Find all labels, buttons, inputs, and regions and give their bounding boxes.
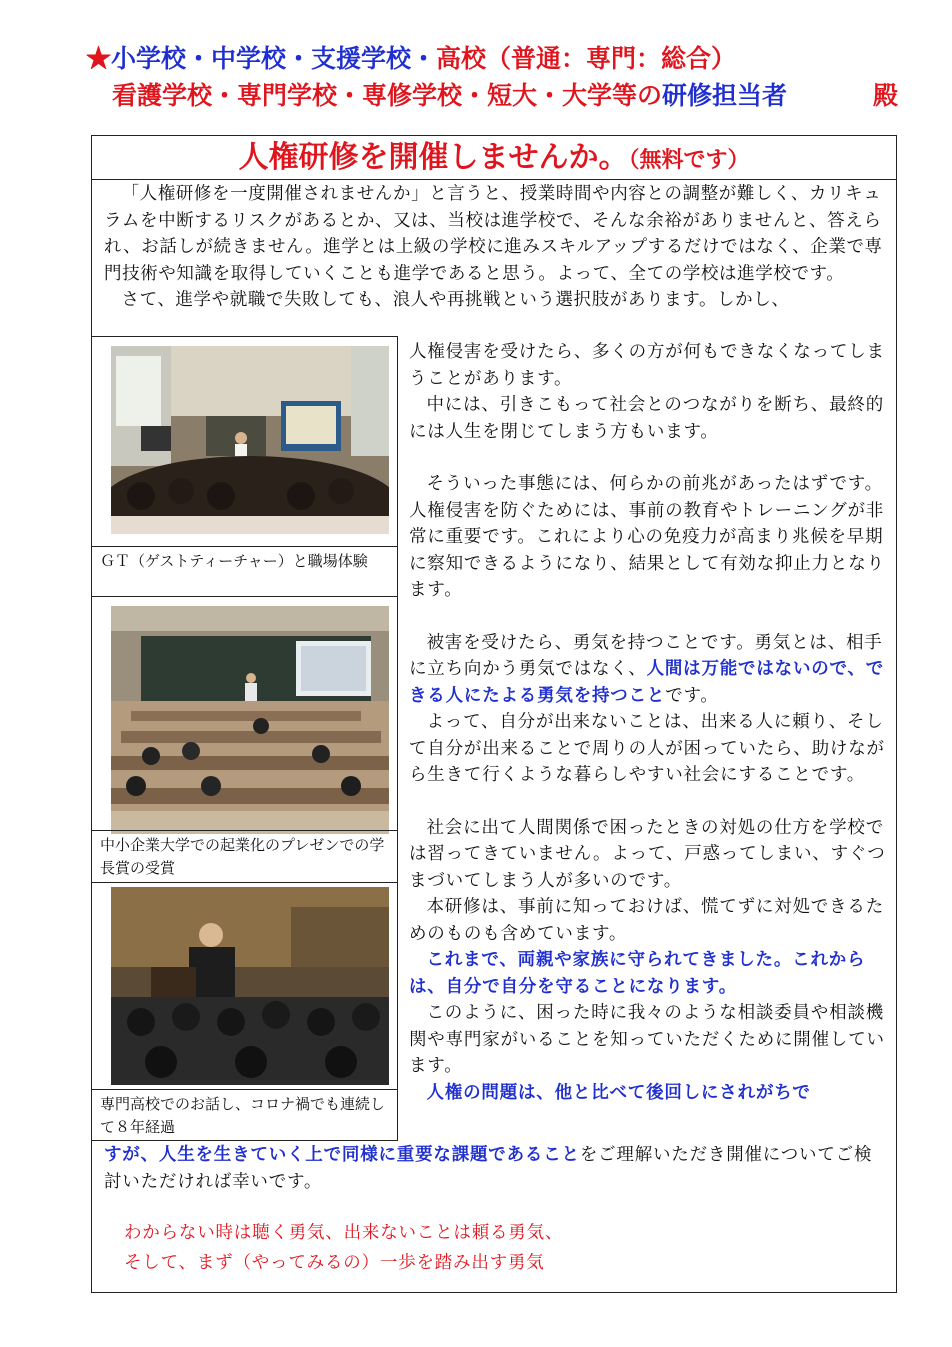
- body-r8-emphasis: これまで、両親や家族に守られてきました。これからは、自分で自分を守ることになります。: [409, 950, 866, 997]
- body-r6: 社会に出て人間関係で困ったときの対処の仕方を学校では習ってきていません。よって、戸惑ってしまい、すぐつまづいてしまう人が多いのです。: [409, 817, 886, 891]
- title-sub: （無料です）: [628, 147, 750, 173]
- photo-cell-3: [92, 882, 398, 1089]
- flyer-box: [91, 135, 897, 1293]
- body-r9: このように、困った時に我々のような相談委員や相談機関や専門家がいることを知っていただくために開催しています。: [409, 1003, 885, 1076]
- addressee-honorific: 殿: [873, 81, 899, 110]
- photo-caption-3: 専門高校でのお話し、コロナ禍でも連続して８年経過: [92, 1089, 398, 1141]
- addressee-highschool: 高校（普通：専門：総合）: [436, 44, 737, 73]
- photo-caption-2: 中小企業大学での起業化のプレゼンでの学長賞の受賞: [92, 830, 398, 882]
- body-r4c: です。: [665, 685, 719, 706]
- body-r1: 人権侵害を受けたら、多くの方が何もできなくなってしまうことがあります。: [409, 342, 885, 389]
- body-r5: よって、自分が出来ないことは、出来る人に頼り、そして自分が出来ることで周りの人が困っていたら、助けながら生きて行くような暮らしやすい社会にすることです。: [409, 712, 885, 785]
- flyer-title: [92, 136, 896, 180]
- speaker-photo: [111, 887, 389, 1085]
- addressee-role: 研修担当者: [662, 81, 788, 110]
- photo-cell-1: [92, 336, 398, 546]
- closing-request: をご理解いただき開催についてご検討いただければ幸いです。: [104, 1145, 873, 1192]
- body-r7: 本研修は、事前に知っておけば、慌てずに対処できるためのものも含めています。: [409, 897, 884, 944]
- slogan-line-1: わからない時は聴く勇気、出来ないことは頼る勇気、: [124, 1223, 564, 1243]
- photo-cell-2: [92, 596, 398, 830]
- addressee-line-1: [86, 44, 736, 74]
- body-right-column: [409, 339, 889, 1106]
- slogan-line-2: そして、まず（やってみるの）一歩を踏み出す勇気: [124, 1253, 545, 1273]
- intro-paragraph-2: さて、進学や就職で失敗しても、浪人や再挑戦という選択肢があります。しかし、: [121, 290, 790, 310]
- body-r4-emphasis: 人間は万能ではないので、できる人にたよる勇気を持つこと: [409, 659, 885, 706]
- intro-text: [104, 181, 890, 314]
- body-r4a: 被害を受けたら、勇気を持つことです。勇気とは、相手に立ち向かう勇気ではなく、: [409, 632, 883, 679]
- slogan: [124, 1218, 563, 1278]
- star-icon: ★: [86, 44, 112, 73]
- body-r4: [409, 630, 889, 710]
- closing-text: [104, 1142, 890, 1195]
- body-r3: そういった事態には、何らかの前兆があったはずです。人権侵害を防ぐためには、事前の教育やトレーニングが非常に重要です。これにより心の免疫力が高まり兆候を早期に察知できるようになり、結果として有効な抑止力となります。: [409, 474, 885, 600]
- classroom-photo-1: [111, 346, 389, 534]
- intro-paragraph-1: 「人権研修を一度開催されませんか」と言うと、授業時間や内容との調整が難しく、カリキュラムを中断するリスクがあるとか、又は、当校は進学校で、そんな余裕がありませんと、答えられ、お話しが続きません。進学とは上級の学校に進みスキルアップするだけではなく、企業で専門技術や知識を取得していくことも進学であると思う。よって、全ての学校は進学校です。: [104, 184, 883, 284]
- photo-caption-1: ＧＴ（ゲストティーチャー）と職場体験: [92, 546, 398, 596]
- body-r10-emphasis: 人権の問題は、他と比べて後回しにされがちで: [426, 1082, 811, 1103]
- body-r2: 中には、引きこもって社会とのつながりを断ち、最終的には人生を閉じてしまう方もいます。: [409, 395, 884, 442]
- title-main: 人権研修を開催しませんか。: [238, 140, 629, 175]
- lecture-hall-photo: [111, 606, 389, 834]
- addressee-colleges: 看護学校・専門学校・専修学校・短大・大学等の: [112, 81, 663, 110]
- addressee-line-2: [112, 81, 787, 111]
- closing-emphasis: すが、人生を生きていく上で同様に重要な課題であること: [104, 1145, 580, 1165]
- addressee-schools: 小学校・中学校・支援学校・: [111, 44, 437, 73]
